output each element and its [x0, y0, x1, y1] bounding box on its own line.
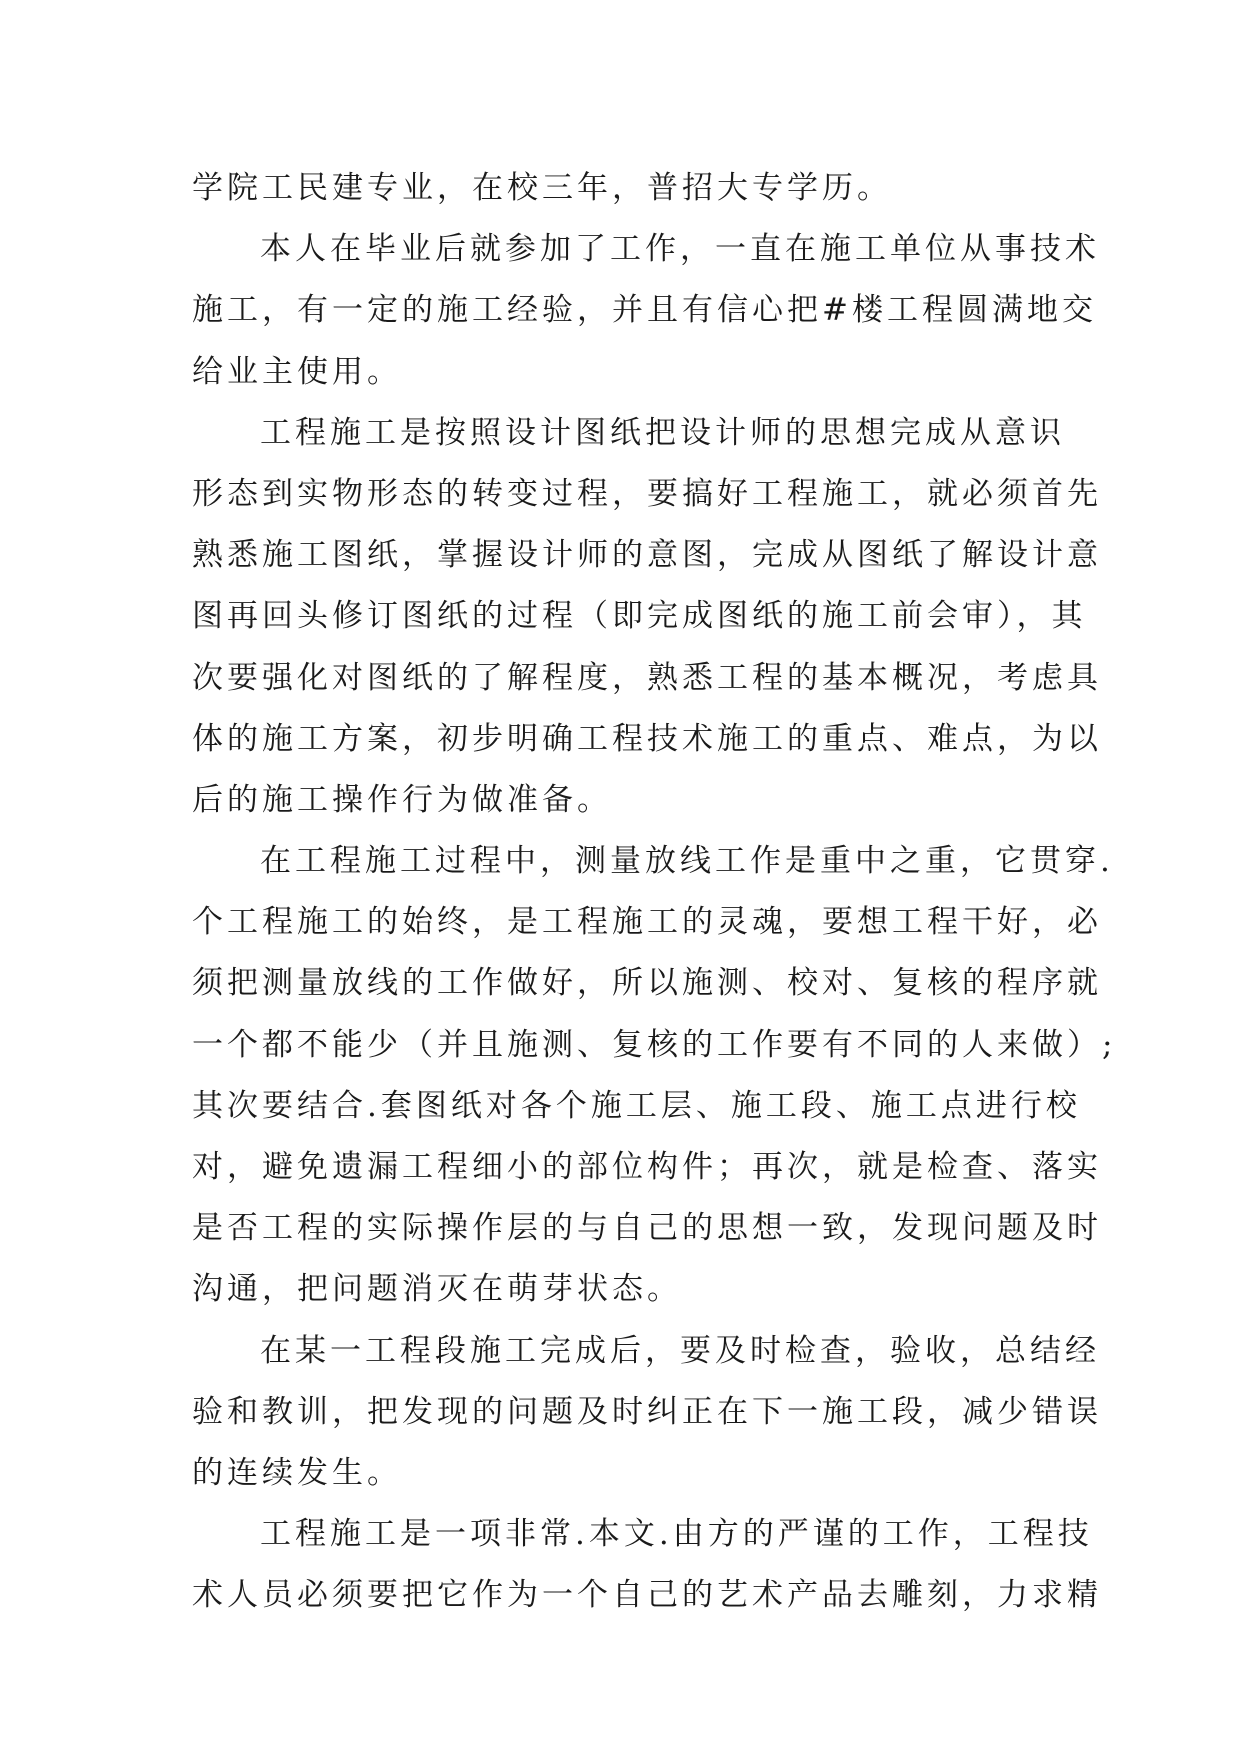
text-line: 其次要结合.套图纸对各个施工层、施工段、施工点进行校	[192, 1087, 1081, 1124]
text-line: 验和教训，把发现的问题及时纠正在下一施工段，减少错误	[192, 1393, 1102, 1430]
text-line: 在工程施工过程中，测量放线工作是重中之重，它贯穿.	[260, 843, 1114, 880]
text-line: 后的施工操作行为做准备。	[192, 781, 612, 818]
text-line: 本人在毕业后就参加了工作，一直在施工单位从事技术	[260, 231, 1100, 268]
text-line: 熟悉施工图纸，掌握设计师的意图，完成从图纸了解设计意	[192, 537, 1102, 574]
text-line: 术人员必须要把它作为一个自己的艺术产品去雕刻，力求精	[192, 1577, 1102, 1614]
text-line: 工程施工是一项非常.本文.由方的严谨的工作，工程技	[260, 1516, 1093, 1553]
text-line: 施工，有一定的施工经验，并且有信心把#楼工程圆满地交	[192, 292, 1097, 329]
text-line: 的连续发生。	[192, 1454, 402, 1491]
text-line: 次要强化对图纸的了解程度，熟悉工程的基本概况，考虑具	[192, 659, 1102, 696]
text-line: 学院工民建专业，在校三年，普招大专学历。	[192, 170, 892, 206]
text-line: 给业主使用。	[192, 353, 402, 390]
text-line: 在某一工程段施工完成后，要及时检查，验收，总结经	[260, 1332, 1100, 1369]
text-line: 沟通，把问题消灭在萌芽状态。	[192, 1271, 682, 1308]
text-line: 图再回头修订图纸的过程（即完成图纸的施工前会审），其	[192, 598, 1087, 635]
text-line: 须把测量放线的工作做好，所以施测、校对、复核的程序就	[192, 965, 1102, 1002]
text-line: 对，避免遗漏工程细小的部位构件；再次，就是检查、落实	[192, 1149, 1102, 1185]
text-line: 一个都不能少（并且施测、复核的工作要有不同的人来做）;	[192, 1026, 1117, 1063]
text-line: 体的施工方案，初步明确工程技术施工的重点、难点，为以	[192, 720, 1102, 757]
text-line: 个工程施工的始终，是工程施工的灵魂，要想工程干好，必	[192, 904, 1102, 941]
text-line: 形态到实物形态的转变过程，要搞好工程施工，就必须首先	[192, 475, 1102, 512]
text-line: 工程施工是按照设计图纸把设计师的思想完成从意识	[260, 414, 1065, 451]
body-text	[192, 158, 1117, 1627]
text-line: 是否工程的实际操作层的与自己的思想一致，发现问题及时	[192, 1210, 1102, 1247]
